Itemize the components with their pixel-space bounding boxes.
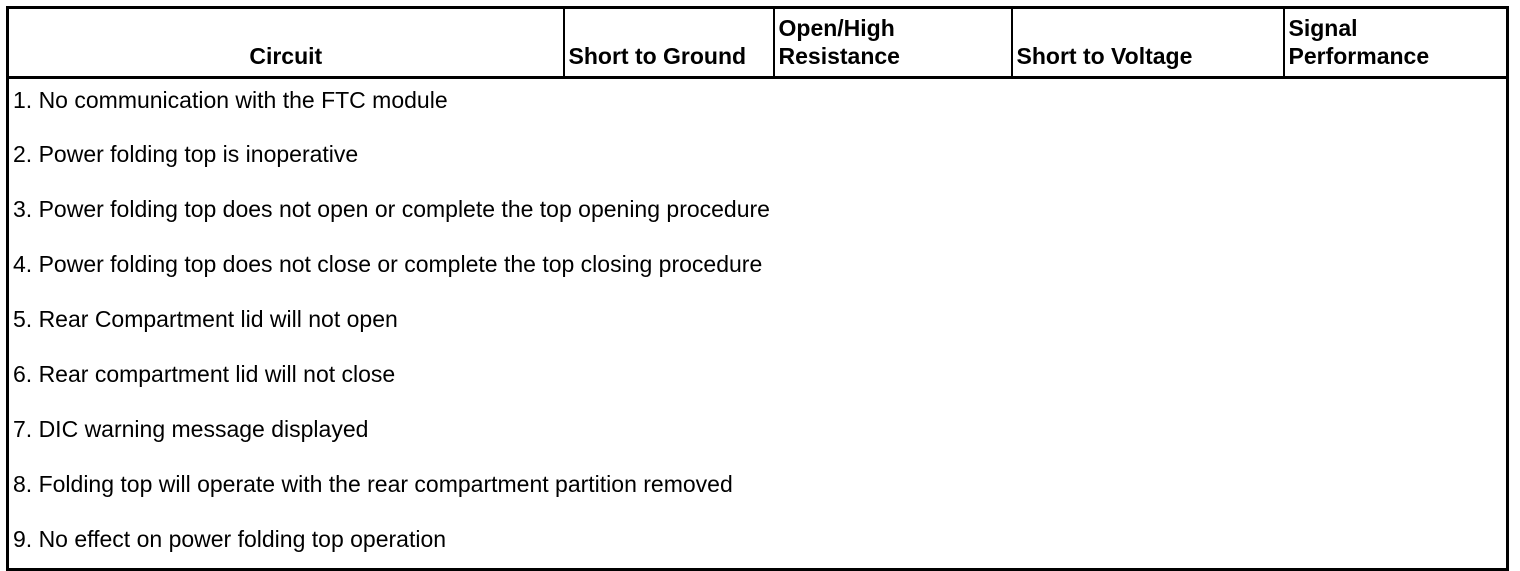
symptom-cell: 6. Rear compartment lid will not close — [13, 360, 396, 387]
header-signal-line2: Performance — [1288, 43, 1430, 69]
symptom-cell: 2. Power folding top is inoperative — [13, 140, 359, 167]
header-signal-line1: Signal — [1288, 15, 1358, 41]
table-row — [8, 133, 1508, 188]
header-circuit: Circuit — [8, 8, 564, 78]
header-signal-performance — [1284, 8, 1508, 78]
table-row — [8, 188, 1508, 243]
symptom-cell: 9. No effect on power folding top operation — [13, 525, 447, 552]
table-row — [8, 298, 1508, 353]
symptom-cell: 3. Power folding top does not open or complete the top opening procedure — [13, 195, 770, 222]
table-body — [8, 78, 1508, 570]
fault-symptom-table — [6, 6, 1509, 571]
table-row — [8, 518, 1508, 570]
symptom-cell: 8. Folding top will operate with the rear compartment partition removed — [13, 470, 733, 497]
header-short-to-ground: Short to Ground — [564, 8, 774, 78]
table-header — [8, 8, 1508, 78]
header-open-high-line1: Open/High — [778, 15, 895, 41]
table-row — [8, 408, 1508, 463]
header-short-to-voltage: Short to Voltage — [1012, 8, 1284, 78]
symptom-cell: 4. Power folding top does not close or complete the top closing procedure — [13, 250, 763, 277]
header-row — [8, 8, 1508, 78]
table-row — [8, 243, 1508, 298]
header-open-high-line2: Resistance — [778, 43, 900, 69]
table-row — [8, 78, 1508, 133]
symptom-cell: 1. No communication with the FTC module — [13, 87, 448, 113]
header-open-high-resistance — [774, 8, 1012, 78]
symptom-cell: 5. Rear Compartment lid will not open — [13, 305, 398, 332]
symptom-cell: 7. DIC warning message displayed — [13, 415, 369, 442]
table-row — [8, 353, 1508, 408]
table-row — [8, 463, 1508, 518]
